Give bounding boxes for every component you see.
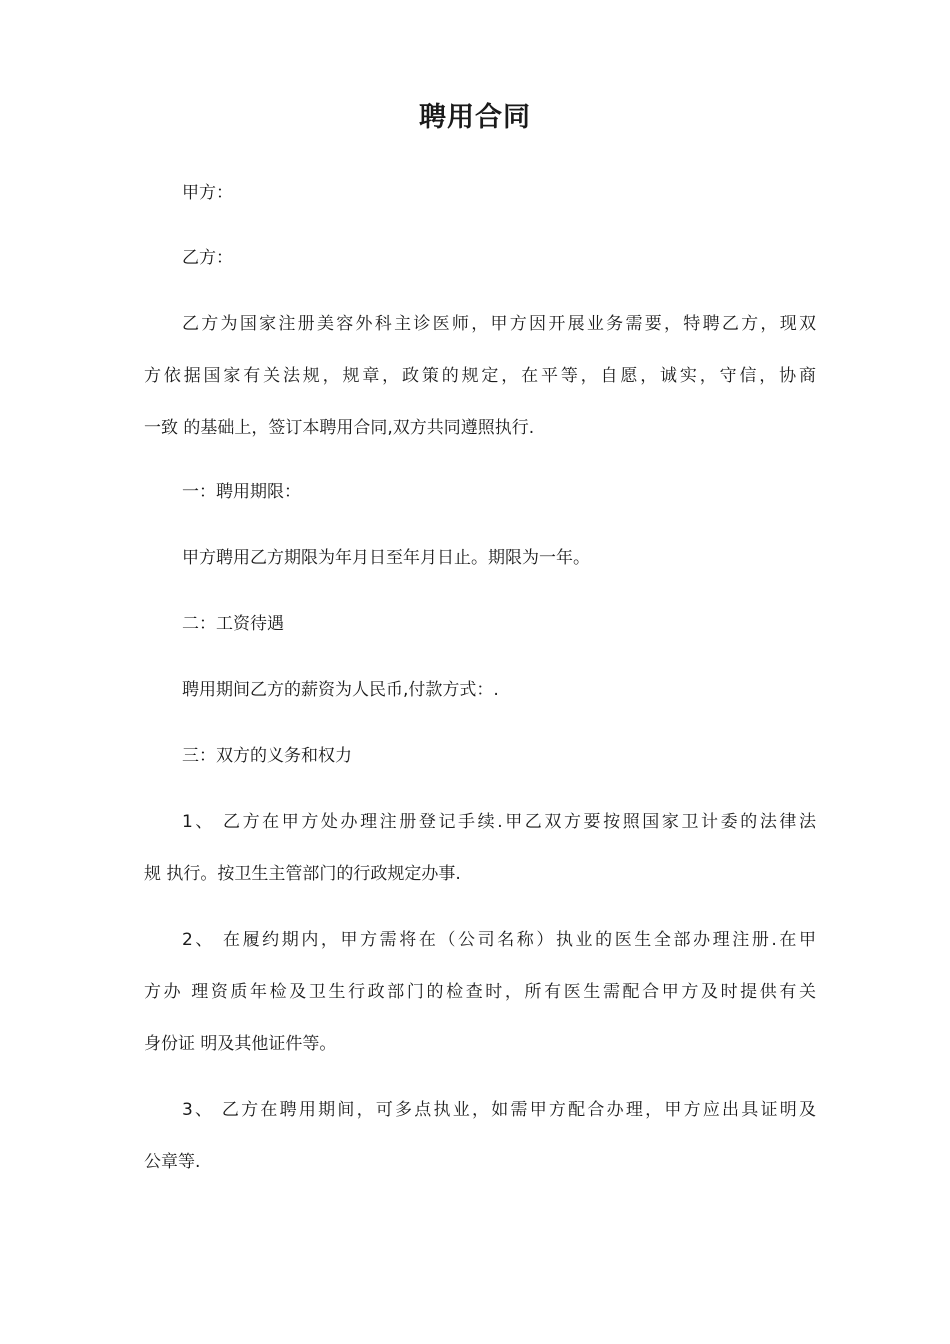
section-2-heading xyxy=(144,598,816,650)
section-2-body-text: 聘用期间乙方的薪资为人民币,付款方式：. xyxy=(182,680,499,700)
preamble-line-2: 方依据国家有关法规，规章，政策的规定，在平等，自愿，诚实，守信，协商 xyxy=(144,366,816,386)
item-3-line-1: 3、 乙方在聘用期间，可多点执业，如需甲方配合办理，甲方应出具证明及 xyxy=(182,1100,816,1120)
item-2-line-2: 方办 理资质年检及卫生行政部门的检查时，所有医生需配合甲方及时提供有关 xyxy=(144,982,816,1002)
section-1-body xyxy=(144,532,816,584)
section-2-heading-text: 二：工资待遇 xyxy=(182,614,284,634)
section-3-heading xyxy=(144,730,816,782)
item-3-paragraph xyxy=(144,1084,816,1188)
party-a-label: 甲方： xyxy=(182,183,233,203)
item-1-line-2: 规 执行。按卫生主管部门的行政规定办事. xyxy=(144,864,461,884)
item-2-line-3: 身份证 明及其他证件等。 xyxy=(144,1034,337,1054)
item-2-paragraph xyxy=(144,914,816,1070)
party-b-label: 乙方： xyxy=(182,248,233,268)
section-3-heading-text: 三：双方的义务和权力 xyxy=(182,746,352,766)
item-3-line-2: 公章等. xyxy=(144,1152,201,1172)
item-1-line-1: 1、 乙方在甲方处办理注册登记手续.甲乙双方要按照国家卫计委的法律法 xyxy=(182,812,816,832)
section-1-heading xyxy=(144,466,816,518)
item-2-line-1: 2、 在履约期内，甲方需将在（公司名称）执业的医生全部办理注册.在甲 xyxy=(182,930,816,950)
preamble-line-3: 一致 的基础上，签订本聘用合同,双方共同遵照执行. xyxy=(144,418,535,438)
item-1-paragraph xyxy=(144,796,816,900)
section-2-body xyxy=(144,664,816,716)
section-1-body-text: 甲方聘用乙方期限为年月日至年月日止。期限为一年。 xyxy=(182,548,590,568)
preamble-paragraph xyxy=(144,298,816,454)
document-title: 聘用合同 xyxy=(419,102,531,133)
party-a-line xyxy=(144,167,816,219)
section-1-heading-text: 一：聘用期限： xyxy=(182,482,301,502)
party-b-line xyxy=(144,232,816,284)
preamble-line-1: 乙方为国家注册美容外科主诊医师，甲方因开展业务需要，特聘乙方，现双 xyxy=(182,314,816,334)
